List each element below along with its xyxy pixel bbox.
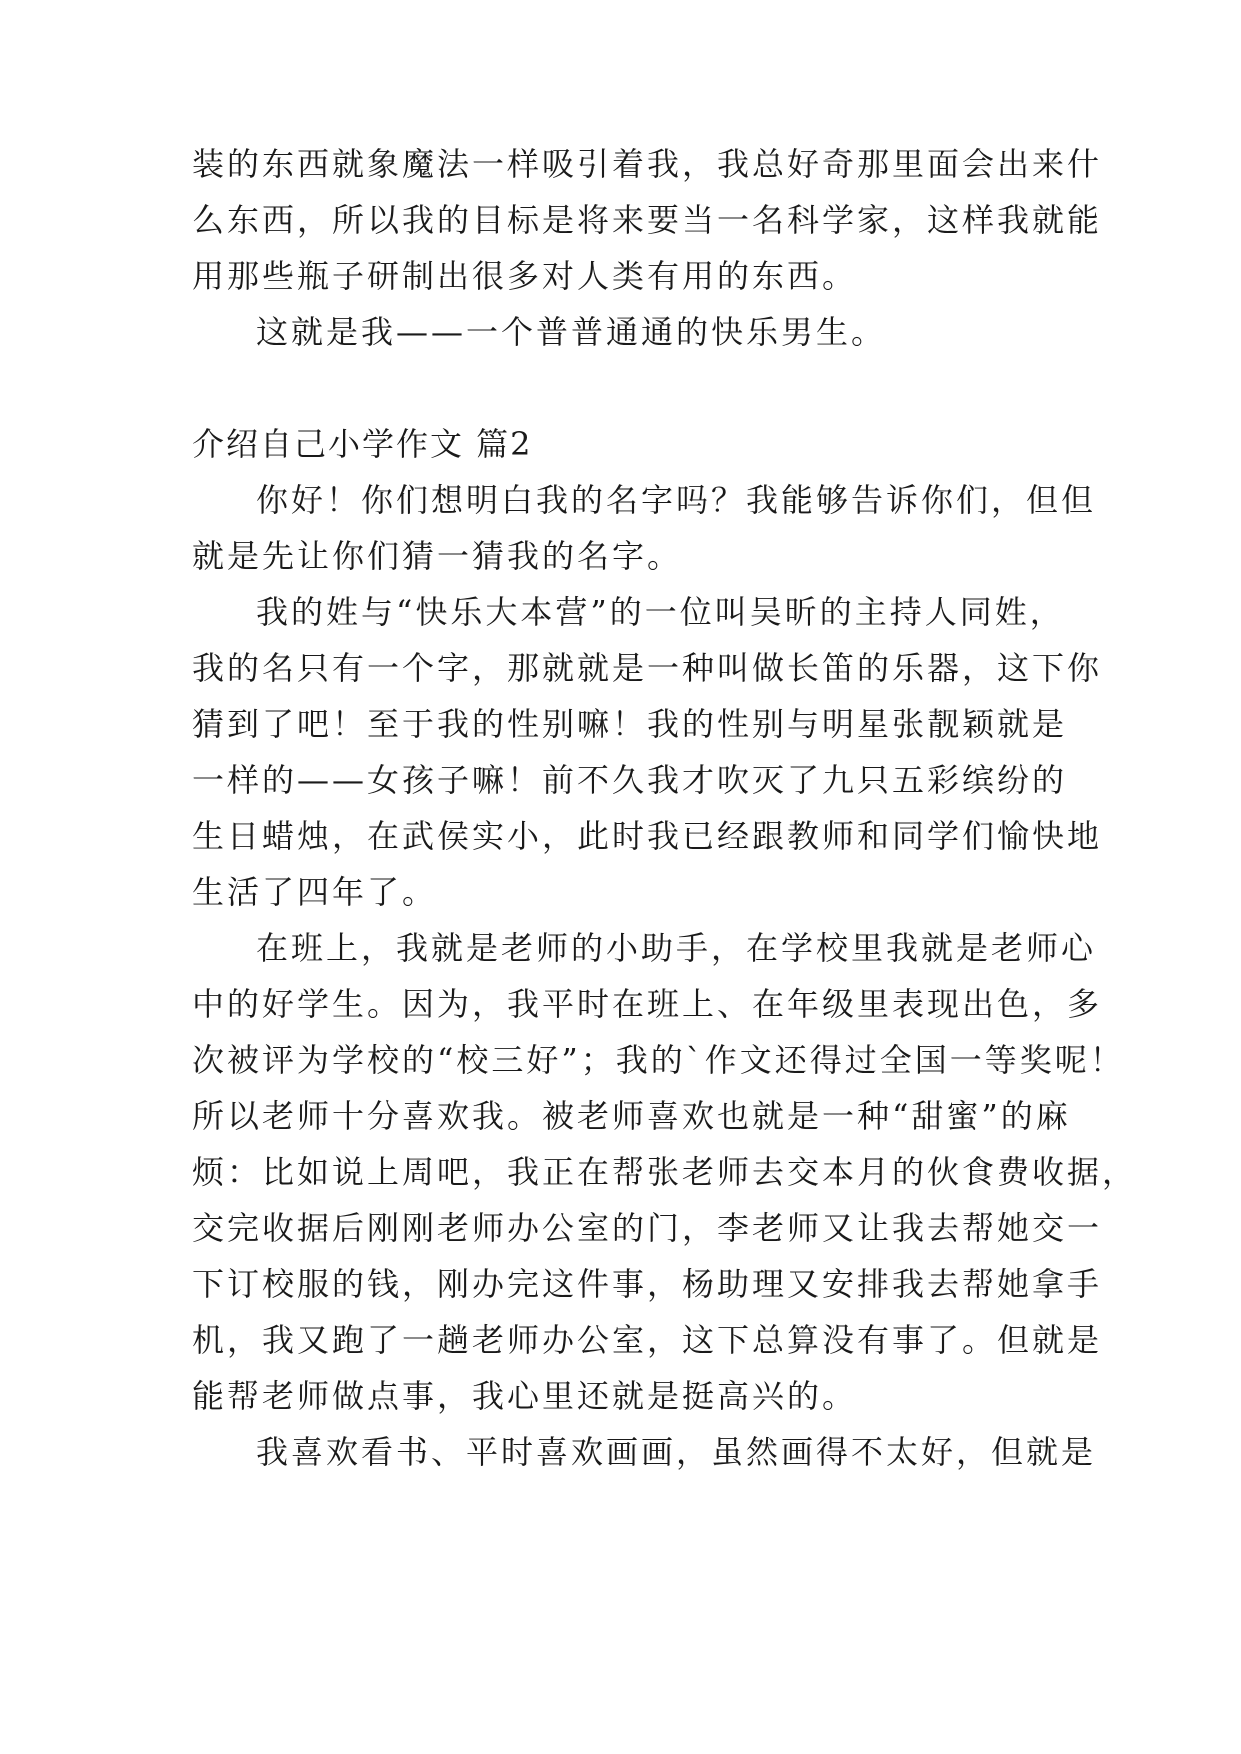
paragraph-first-line: 你好！你们想明白我的名字吗？我能够告诉你们，但但 bbox=[256, 481, 1097, 519]
text-line: 么东西，所以我的目标是将来要当一名科学家，这样我就能 bbox=[192, 201, 1103, 239]
section-heading: 介绍自己小学作文 篇2 bbox=[192, 425, 533, 463]
text-line: 次被评为学校的“校三好”；我的`作文还得过全国一等奖呢！ bbox=[192, 1041, 1125, 1079]
text-line: 所以老师十分喜欢我。被老师喜欢也就是一种“甜蜜”的麻 bbox=[192, 1097, 1071, 1135]
text-line: 就是先让你们猜一猜我的名字。 bbox=[192, 537, 683, 575]
paragraph-first-line: 这就是我——一个普普通通的快乐男生。 bbox=[256, 313, 887, 351]
text-line: 我的名只有一个字，那就就是一种叫做长笛的乐器，这下你 bbox=[192, 649, 1103, 687]
text-line: 生活了四年了。 bbox=[192, 873, 438, 911]
paragraph-first-line: 我的姓与“快乐大本营”的一位叫吴昕的主持人同姓， bbox=[256, 593, 1065, 631]
paragraph-first-line: 我喜欢看书、平时喜欢画画，虽然画得不太好，但就是 bbox=[256, 1433, 1097, 1471]
text-line: 机，我又跑了一趟老师办公室，这下总算没有事了。但就是 bbox=[192, 1321, 1103, 1359]
text-line: 下订校服的钱，刚办完这件事，杨助理又安排我去帮她拿手 bbox=[192, 1265, 1103, 1303]
paragraph-first-line: 在班上，我就是老师的小助手，在学校里我就是老师心 bbox=[256, 929, 1097, 967]
text-line: 用那些瓶子研制出很多对人类有用的东西。 bbox=[192, 257, 858, 295]
text-line: 生日蜡烛，在武侯实小，此时我已经跟教师和同学们愉快地 bbox=[192, 817, 1103, 855]
text-line: 烦：比如说上周吧，我正在帮张老师去交本月的伙食费收据， bbox=[192, 1153, 1138, 1191]
text-line: 猜到了吧！至于我的性别嘛！我的性别与明星张靓颖就是 bbox=[192, 705, 1068, 743]
text-line: 装的东西就象魔法一样吸引着我，我总好奇那里面会出来什 bbox=[192, 145, 1103, 183]
text-line: 能帮老师做点事，我心里还就是挺高兴的。 bbox=[192, 1377, 858, 1415]
text-line: 一样的——女孩子嘛！前不久我才吹灭了九只五彩缤纷的 bbox=[192, 761, 1068, 799]
text-line: 中的好学生。因为，我平时在班上、在年级里表现出色，多 bbox=[192, 985, 1103, 1023]
text-line: 交完收据后刚刚老师办公室的门，李老师又让我去帮她交一 bbox=[192, 1209, 1103, 1247]
